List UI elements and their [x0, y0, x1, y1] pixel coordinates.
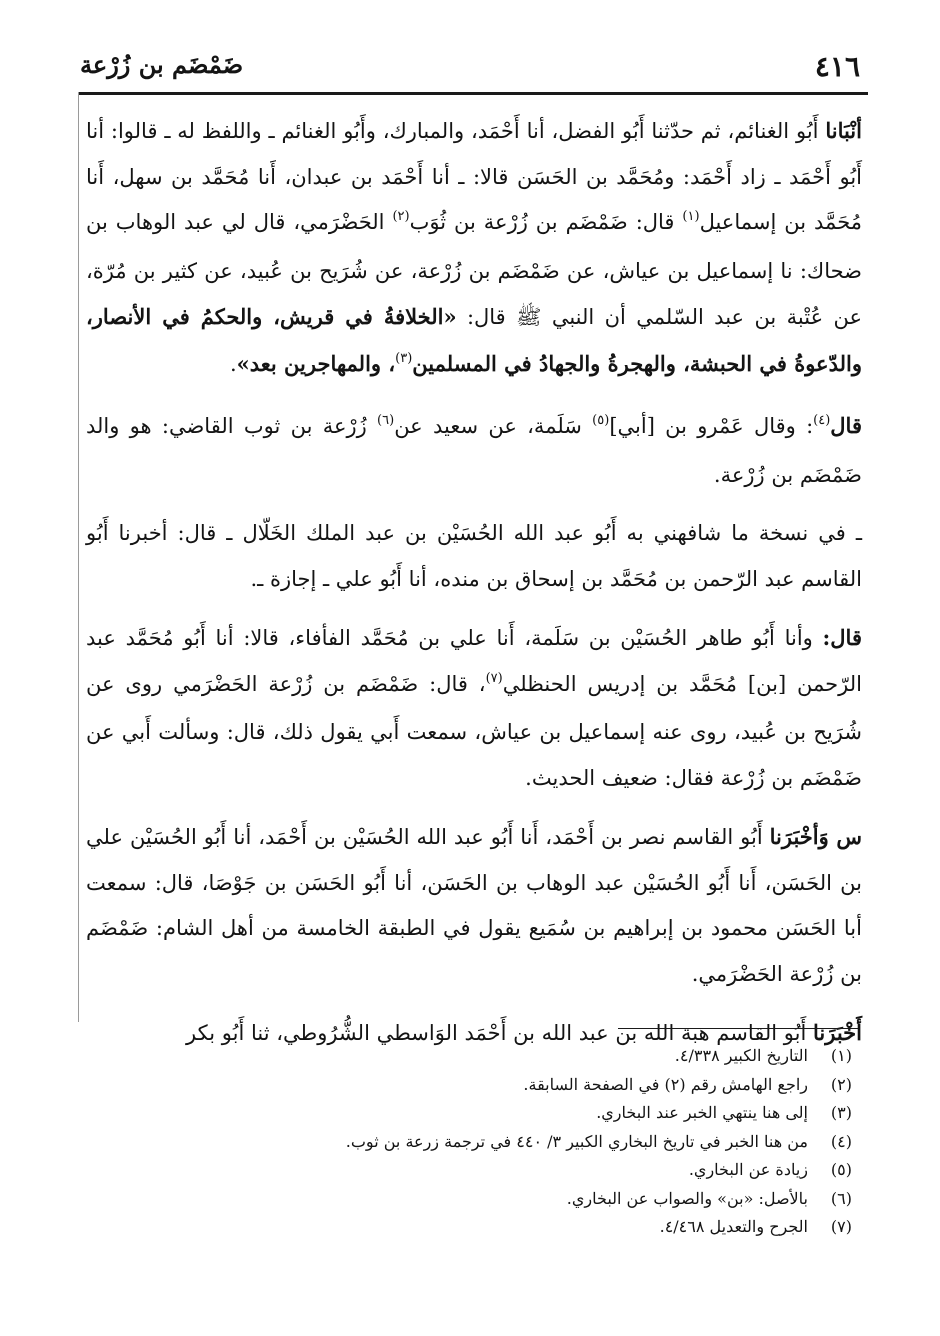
footnote-number: (٧) [830, 1217, 852, 1236]
text-segment: أَبُو القاسم هبة الله بن عبد الله بن أَحْمَد الوَاسطي الشُّرُوطي، ثنا أَبُو بكر [186, 1021, 814, 1045]
text-segment: : وقال عَمْرو بن [أبي] [609, 414, 814, 438]
footnote [240, 1128, 852, 1157]
text-segment: أَبُو القاسم نصر بن أَحْمَد، أَنا أَبُو عبد الله الحُسَيْن بن أَحْمَد، أنا أَبُو الحُسَيْن علي بن الحَسَن، أَنا أَبُو الحُسَيْن عبد الوهاب بن الحَسَن، أنا أَبُو الحَسَن بن جَوْصَا، قال: سمعت أبا الحَسَن محمود بن إبراهيم بن سُمَيع يقول في الطبقة الخامسة من أهل الشام: ضَمْضَم بن زُرْعة الحَضْرَمي. [86, 825, 862, 986]
footnote-separator [618, 1028, 858, 1029]
footnote-reference: (٤) [813, 413, 831, 428]
text-segment: قال: ضَمْضَم بن زُرْعة بن ثُوَب [409, 210, 683, 234]
footnote-text: الجرح والتعديل ٤/٤٦٨. [659, 1217, 808, 1236]
footnote [240, 1042, 852, 1071]
paragraph [86, 814, 862, 997]
footnote-reference: (٣) [395, 350, 413, 366]
footnote-reference: (٧) [485, 670, 503, 686]
footnote [240, 1213, 852, 1242]
footnote-text: التاريخ الكبير ٤/٣٣٨. [674, 1046, 808, 1065]
paragraph-lead: أَخْبَرَنا [813, 1020, 862, 1045]
paragraph [86, 615, 862, 801]
footnote-text: راجع الهامش رقم (٢) في الصفحة السابقة. [523, 1074, 808, 1094]
footnote-reference: (١) [682, 209, 700, 224]
footnote [240, 1185, 852, 1214]
footnote-text: من هنا الخبر في تاريخ البخاري الكبير ٣/ ٤٤٠ في ترجمة زرعة بن ثوب. [345, 1131, 808, 1151]
hadith-text: «الخلافةُ في قريش، والحكمُ في الأنصار، والدّعوةُ في الحبشة، والهجرةُ والجهادُ في المسلمين [86, 304, 862, 376]
text-segment: . [229, 351, 237, 376]
text-segment: زُرْعة بن ثوب القاضي: هو والد ضَمْضَم بن زُرْعة. [86, 414, 862, 487]
footnote-text: إلى هنا ينتهي الخبر عند البخاري. [596, 1103, 808, 1122]
footnote [240, 1156, 852, 1185]
footnotes [240, 1042, 852, 1242]
text-segment: الحَضْرَمي، قال لي عبد الوهاب بن ضحاك: نا إسماعيل بن عياش، عن ضَمْضَم بن زُرْعة، عن شُرَيح بن عُبيد، عن كثير بن مُرّة، عن عُتْبة بن عبد السّلمي أن النبي ﷺ قال: [86, 210, 862, 329]
text-segment: سَلَمة، عن سعيد عن [394, 414, 593, 438]
footnote [240, 1099, 852, 1128]
footnote-reference: (٢) [392, 209, 410, 224]
footnote-reference: (٥) [592, 413, 610, 428]
footnote-number: (٤) [830, 1131, 852, 1151]
main-text [86, 108, 862, 1070]
paragraph-lead: قال [830, 413, 862, 438]
paragraph-lead: قال: [822, 625, 862, 650]
hadith-text: ، والمهاجرين بعد» [236, 350, 396, 376]
footnote-number: (٦) [830, 1188, 852, 1208]
header-rule [78, 92, 868, 95]
text-segment: أَبُو الغنائم، ثم حدّثنا أَبُو الفضل، أنا أَحْمَد، والمبارك، وأَبُو الغنائم ـ واللفظ له ـ قالوا: أنا أَبُو أَحْمَد ـ زاد أَحْمَد: ومُحَمَّد بن الحَسَن قالا: ـ أنا أَحْمَد بن عبدان، أَنا مُحَمَّد بن سهل، أَنا مُحَمَّد بن إسماعيل [86, 119, 862, 234]
page-header [80, 40, 860, 90]
text-segment: وأنا أَبُو طاهر الحُسَيْن بن سَلَمة، أَنا علي بن مُحَمَّد الفأفاء، قالا: أنا أَبُو مُحَمَّد عبد الرّحمن [بن] مُحَمَّد بن إدريس الحنظلي [86, 626, 862, 696]
margin-rule [78, 92, 79, 1022]
footnote-number: (٥) [830, 1160, 852, 1179]
paragraph [86, 403, 862, 498]
footnote [240, 1071, 852, 1100]
footnote-number: (٢) [830, 1074, 852, 1094]
footnote-text: بالأصل: «بن» والصواب عن البخاري. [566, 1188, 808, 1208]
paragraph-lead: أنْبَانا [825, 118, 862, 143]
footnote-reference: (٦) [377, 413, 395, 428]
paragraph [86, 108, 862, 390]
footnote-number: (١) [830, 1046, 852, 1065]
footnote-text: زيادة عن البخاري. [688, 1160, 808, 1179]
running-title: ضَمْضَم بن زُرْعة [80, 50, 244, 79]
page-number: ٤١٦ [814, 50, 860, 83]
paragraph-lead: س وَأخْبَرَنا [769, 824, 862, 849]
footnote-number: (٣) [830, 1103, 852, 1122]
text-segment: ، قال: ضَمْضَم بن زُرْعة الحَضْرَمي روى عن شُرَيح بن عُبيد، روى عنه إسماعيل بن عياش، سمعت أَبي يقول ذلك، قال: وسألت أَبي عن ضَمْضَم بن زُرْعة فقال: ضعيف الحديث. [86, 671, 862, 790]
paragraph [86, 511, 862, 602]
text-segment: ـ في نسخة ما شافهني به أَبُو عبد الله الحُسَيْن بن عبد الملك الخَلّال ـ قال: أخبرنا أَبُو القاسم عبد الرّحمن بن مُحَمَّد بن إسحاق بن منده، أنا أَبُو علي ـ إجازة ـ. [86, 521, 862, 591]
